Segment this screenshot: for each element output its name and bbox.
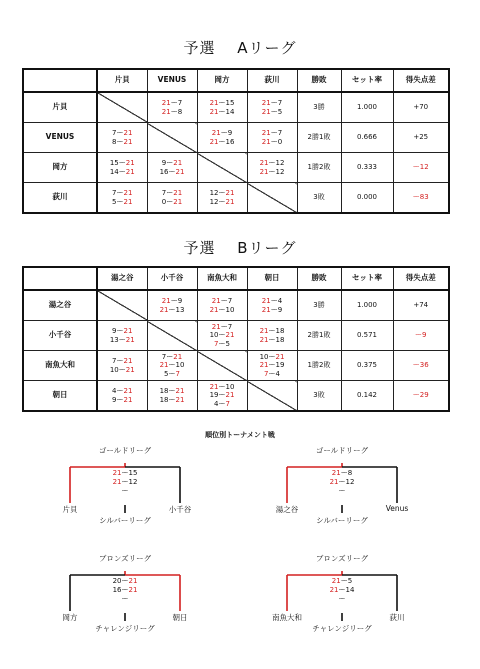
set-score: 21ー10 [159,361,185,370]
team-name: 朝日 [23,381,97,412]
team-name: VENUS [23,123,97,153]
match-cell [97,123,147,153]
set-score: 7ー5 [214,339,230,348]
column-header: 岡方 [197,69,247,92]
set-score: ー [338,595,346,603]
table-row [23,123,449,153]
point-diff: ー36 [393,351,449,381]
set-score: 21ー12 [259,159,285,168]
set-score: 21ー8 [331,469,353,477]
column-header [23,267,97,290]
set-score: 20ー21 [112,577,138,585]
team-name: 岡方 [23,153,97,183]
match-cell [147,153,197,183]
bracket-left-team: 湯之谷 [275,505,299,514]
bracket-right-team: Venus [385,504,409,513]
set-score: 21ー15 [112,469,138,477]
column-header: セット率 [341,267,393,290]
record: 3敗 [297,381,341,412]
column-header: セット率 [341,69,393,92]
set-score: 0ー21 [161,197,183,206]
league-a-title: 予選 Aリーグ [183,39,297,57]
match-cell [197,92,247,123]
set-score: 7ー4 [264,369,280,378]
set-score: 7ー21 [161,353,183,362]
set-score: 21ー16 [209,137,235,146]
point-diff: ー12 [393,153,449,183]
point-diff: ー83 [393,183,449,214]
column-header: 勝敗 [297,267,341,290]
set-score: 21ー12 [259,167,285,176]
bracket-left-team: 南魚大和 [272,613,302,622]
set-rate: 0.333 [341,153,393,183]
match-cell [97,183,147,214]
set-score: 5ー21 [112,197,133,206]
set-score: 21ー5 [261,107,283,116]
table-row [23,183,449,214]
set-rate: 0.142 [341,381,393,412]
match-cell [247,123,297,153]
match-cell [147,183,197,214]
match-cell [97,351,147,381]
self-match-cell [147,321,197,351]
self-match-cell [97,290,147,321]
team-name: 荻川 [23,183,97,214]
table-row [23,321,449,351]
set-score: 21ー19 [259,361,285,370]
bracket-top-label: ゴールドリーグ [98,446,152,455]
match-cell [97,381,147,412]
match-cell [197,183,247,214]
tournament-title: 順位別トーナメント戦 [205,431,275,439]
match-cell [147,290,197,321]
match-cell [197,321,247,351]
set-score: 21ー7 [261,129,283,138]
table-row [23,290,449,321]
set-score: 7ー21 [112,129,133,138]
header-row [23,267,449,290]
bracket [62,553,188,643]
bracket-left-team: 岡方 [62,613,78,622]
self-match-cell [247,183,297,214]
table-row [23,153,449,183]
column-header: 小千谷 [147,267,197,290]
match-cell [147,381,197,412]
set-score: 21ー7 [211,323,233,332]
set-score: 21ー9 [211,129,233,138]
match-cell [247,92,297,123]
set-score: 4ー7 [214,399,230,408]
set-score: 19ー21 [209,391,235,400]
column-header: VENUS [147,69,197,92]
set-score: 7ー21 [112,357,133,366]
column-header [23,69,97,92]
set-score: 21ー8 [161,107,183,116]
self-match-cell [197,153,247,183]
column-header: 南魚大和 [197,267,247,290]
set-score: 7ー21 [112,189,133,198]
bracket-scores [113,577,138,604]
set-score: 21ー12 [329,478,355,486]
column-header: 片貝 [97,69,147,92]
team-name: 小千谷 [23,321,97,351]
set-score: ー [121,487,129,495]
set-score: 21ー14 [209,107,235,116]
record: 3勝 [297,290,341,321]
bracket-scores [113,469,138,496]
match-cell [97,153,147,183]
set-score: 21ー10 [209,305,235,314]
record: 2勝1敗 [297,321,341,351]
bracket-bottom-label: チャレンジリーグ [312,624,372,633]
set-score: 10ー21 [259,353,285,362]
table-row [23,92,449,123]
bracket [272,553,405,643]
set-score: 21ー18 [259,327,285,336]
set-score: 16ー21 [112,586,138,594]
set-score: 21ー9 [261,305,283,314]
record: 3勝 [297,92,341,123]
set-score: 8ー21 [112,137,133,146]
set-rate: 1.000 [341,92,393,123]
set-score: 12ー21 [209,189,235,198]
match-cell [197,290,247,321]
bracket-scores [330,577,355,604]
match-cell [97,321,147,351]
bracket [275,445,409,535]
set-score: 21ー10 [209,383,235,392]
record: 1勝2敗 [297,153,341,183]
set-score: ー [338,487,346,495]
team-name: 南魚大和 [23,351,97,381]
set-score: 18ー21 [159,395,185,404]
set-score: 4ー21 [112,387,133,396]
set-score: 9ー21 [112,327,133,336]
point-diff: +25 [393,123,449,153]
bracket-right-team: 小千谷 [168,505,192,514]
set-score: 5ー7 [164,369,180,378]
record: 1勝2敗 [297,351,341,381]
set-score: 18ー21 [159,387,185,396]
set-score: 21ー7 [161,99,183,108]
bracket-bottom-label: シルバーリーグ [316,516,368,525]
match-cell [247,321,297,351]
set-score: 21ー12 [112,478,138,486]
header-row [23,69,449,92]
record: 2勝1敗 [297,123,341,153]
match-cell [197,123,247,153]
set-score: 21ー9 [161,297,183,306]
bracket-top-label: ゴールドリーグ [315,446,369,455]
team-name: 片貝 [23,92,97,123]
set-score: 12ー21 [209,197,235,206]
set-score: 10ー21 [109,365,135,374]
set-score: 15ー21 [109,159,135,168]
self-match-cell [247,381,297,412]
point-diff: +70 [393,92,449,123]
set-rate: 0.571 [341,321,393,351]
set-rate: 0.000 [341,183,393,214]
table-row [23,381,449,412]
column-header: 勝敗 [297,69,341,92]
set-score: 14ー21 [109,167,135,176]
set-score: 21ー14 [329,586,355,594]
league-b-table [22,266,450,412]
set-score: 21ー4 [261,297,283,306]
set-score: ー [121,595,129,603]
set-score: 13ー21 [109,335,135,344]
set-rate: 1.000 [341,290,393,321]
match-cell [147,351,197,381]
match-cell [247,290,297,321]
set-rate: 0.375 [341,351,393,381]
point-diff: +74 [393,290,449,321]
match-cell [147,92,197,123]
bracket-left-team: 片貝 [62,505,78,514]
bracket-top-label: ブロンズリーグ [98,554,152,563]
match-cell [247,153,297,183]
set-score: 21ー7 [211,297,233,306]
bracket-right-team: 朝日 [172,613,188,622]
bracket [62,445,192,535]
record: 3敗 [297,183,341,214]
set-score: 21ー5 [331,577,353,585]
column-header: 荻川 [247,69,297,92]
league-b-title: 予選 Bリーグ [183,239,297,257]
set-score: 10ー21 [209,331,235,340]
column-header: 湯之谷 [97,267,147,290]
bracket-bottom-label: シルバーリーグ [99,516,151,525]
bracket-scores [330,469,355,496]
bracket-top-label: ブロンズリーグ [315,554,369,563]
team-name: 湯之谷 [23,290,97,321]
set-score: 21ー18 [259,335,285,344]
match-cell [247,351,297,381]
set-rate: 0.666 [341,123,393,153]
bracket-right-team: 荻川 [389,613,405,622]
set-score: 21ー7 [261,99,283,108]
self-match-cell [197,351,247,381]
point-diff: ー29 [393,381,449,412]
league-a-table [22,68,450,214]
set-score: 21ー15 [209,99,235,108]
set-score: 9ー21 [112,395,133,404]
set-score: 9ー21 [161,159,183,168]
column-header: 朝日 [247,267,297,290]
table-row [23,351,449,381]
column-header: 得失点差 [393,267,449,290]
bracket-bottom-label: チャレンジリーグ [95,624,155,633]
column-header: 得失点差 [393,69,449,92]
match-cell [197,381,247,412]
set-score: 21ー0 [261,137,283,146]
set-score: 7ー21 [161,189,183,198]
set-score: 16ー21 [159,167,185,176]
self-match-cell [147,123,197,153]
set-score: 21ー13 [159,305,185,314]
self-match-cell [97,92,147,123]
point-diff: ー9 [393,321,449,351]
